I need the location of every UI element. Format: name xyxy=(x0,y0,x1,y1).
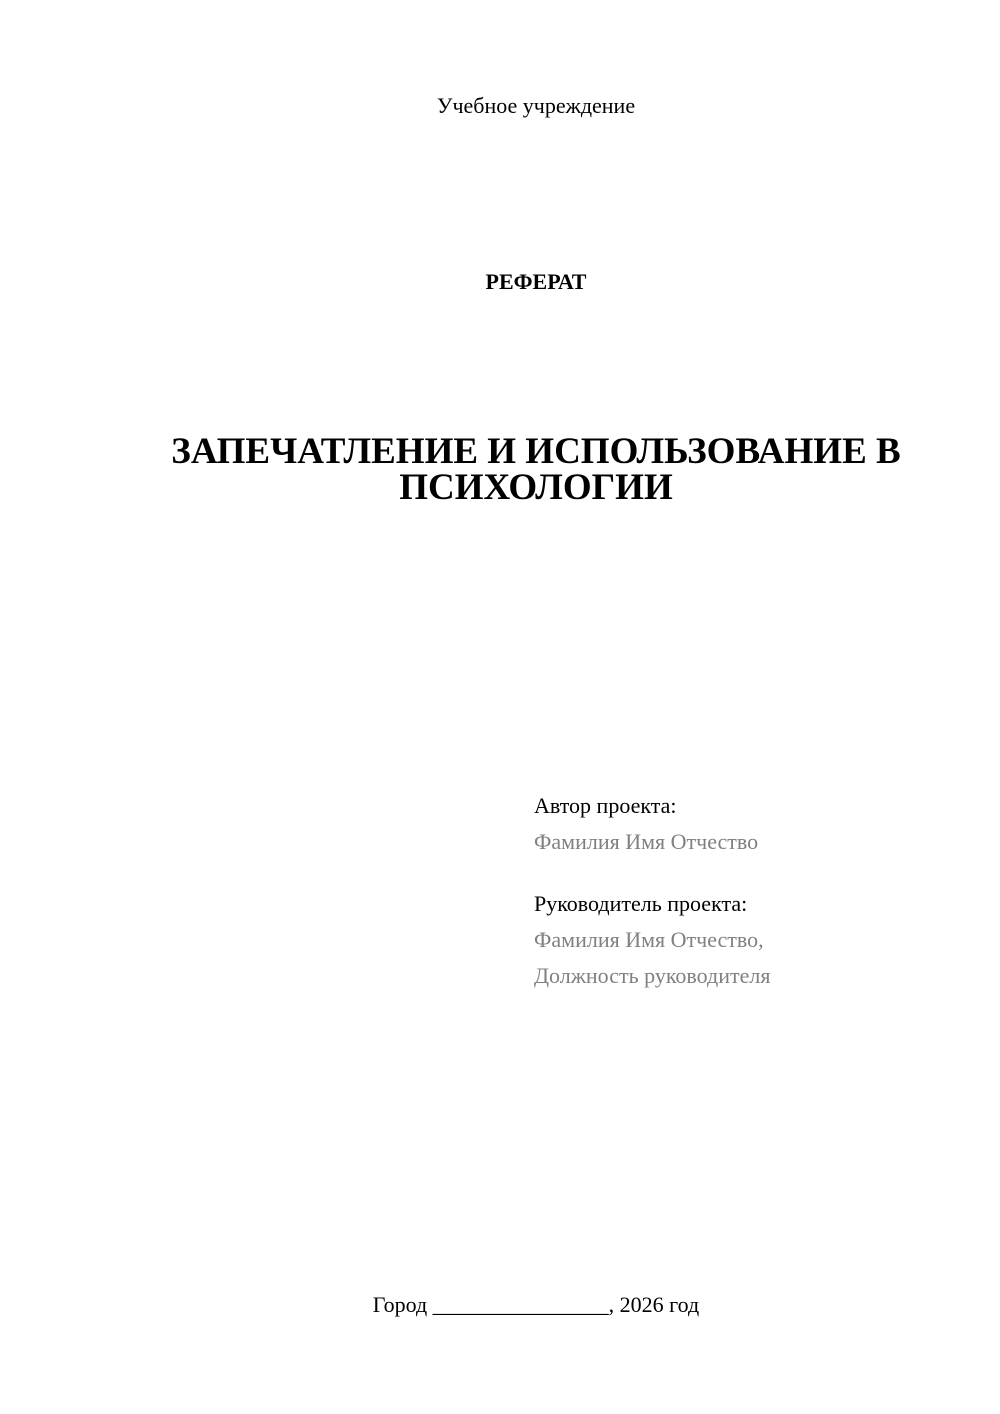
document-title xyxy=(120,431,952,508)
supervisor-position: Должность руководителя xyxy=(534,963,771,988)
document-title-line-1: ЗАПЕЧАТЛЕНИЕ И ИСПОЛЬЗОВАНИЕ В xyxy=(171,431,901,472)
author-name: Фамилия Имя Отчество xyxy=(534,829,759,854)
authors-block xyxy=(534,788,974,994)
supervisor-name: Фамилия Имя Отчество, xyxy=(534,927,764,952)
document-type: РЕФЕРАТ xyxy=(485,269,587,294)
authors-spacer xyxy=(534,860,974,886)
supervisor-label: Руководитель проекта: xyxy=(534,891,748,916)
author-label: Автор проекта: xyxy=(534,793,677,818)
document-title-line-2: ПСИХОЛОГИИ xyxy=(399,467,673,508)
institution-name: Учебное учреждение xyxy=(436,93,636,118)
city-year-line: Город ________________, 2026 год xyxy=(372,1292,700,1317)
